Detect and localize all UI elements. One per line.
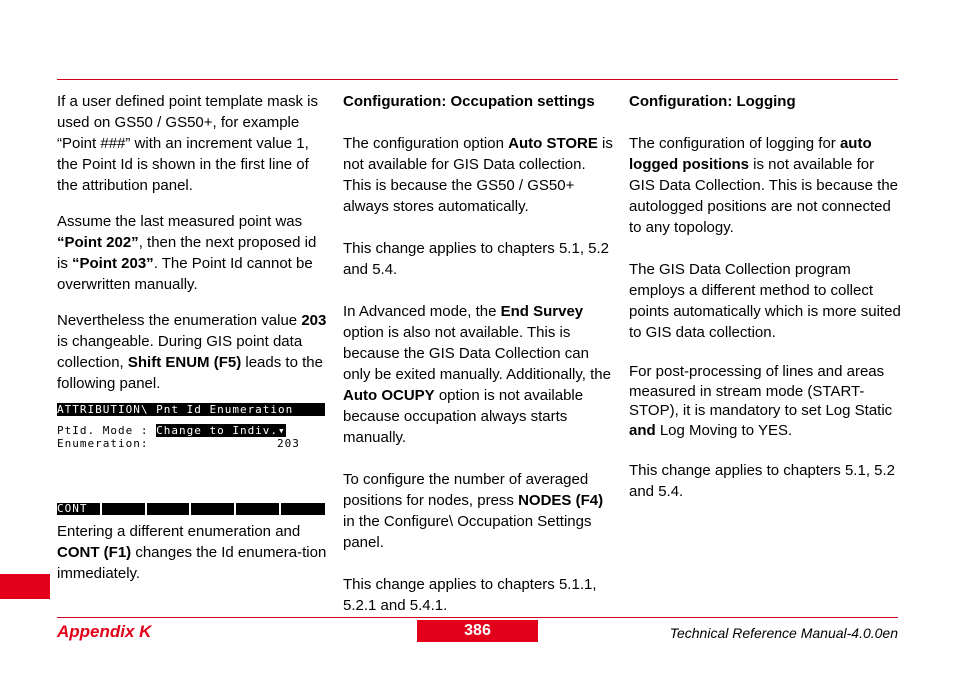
lcd-key-empty xyxy=(236,503,281,515)
page-number: 386 xyxy=(417,620,538,642)
paragraph-auto-logged xyxy=(629,133,901,238)
lcd-ptid-mode-label: PtId. Mode : xyxy=(57,424,157,437)
text-bold: “Point 202” xyxy=(57,234,139,251)
lcd-ptid-mode-select: Change to Indiv.▾ xyxy=(156,424,286,437)
footer-rule xyxy=(57,617,898,618)
lcd-key-empty xyxy=(191,503,236,515)
text-bold: Auto STORE xyxy=(508,135,598,152)
column-left xyxy=(57,91,329,584)
section-tab-marker xyxy=(0,574,50,599)
column-middle xyxy=(343,91,615,616)
paragraph-chapters: This change applies to chapters 5.1, 5.2 and 5.4. xyxy=(343,240,610,278)
text: leads to the following panel. xyxy=(57,354,323,392)
text: is changeable. During GIS point data collection, xyxy=(57,333,303,371)
text: in the Configure\ Occupation Settings panel. xyxy=(343,513,592,551)
text: The configuration option xyxy=(343,135,509,152)
paragraph-auto-store xyxy=(343,133,615,217)
text-bold: CONT (F1) xyxy=(57,544,132,561)
lcd-enumeration-label: Enumeration: xyxy=(57,437,149,450)
lcd-panel-screenshot xyxy=(57,403,325,515)
lcd-key-empty xyxy=(281,503,325,515)
text: For post-processing of lines and areas measured in stream mode (START-STOP), it is mandatory to set Log Static xyxy=(629,363,893,419)
text: , then the next proposed id is xyxy=(57,234,317,272)
paragraph-template-mask: If a user defined point template mask is used on GS50 / GS50+, for example “Point ###” with an increment value 1, the Point Id is shown in the first line of the attribution panel. xyxy=(57,93,318,194)
text-bold: and xyxy=(629,421,656,439)
lcd-key-cont: CONT xyxy=(57,503,102,515)
text: Assume the last measured point was xyxy=(57,213,303,230)
paragraph-cont xyxy=(57,521,329,584)
text: Nevertheless the enumeration value xyxy=(57,312,302,329)
paragraph-chapters: This change applies to chapters 5.1.1, 5.2.1 and 5.4.1. xyxy=(343,576,597,614)
footer-section-title: Appendix K xyxy=(57,622,152,641)
heading-occupation-settings xyxy=(343,91,615,112)
text: option is also not available. This is because the GIS Data Collection can only be exited manually. Additionally, the xyxy=(343,324,611,383)
text: option is not available because occupation always starts manually. xyxy=(343,387,584,446)
lcd-function-keys xyxy=(57,503,325,515)
heading-text: Configuration: Logging xyxy=(629,93,796,110)
lcd-title: ATTRIBUTION\ Pnt Id Enumeration xyxy=(57,403,325,416)
lcd-enumeration-value: 203 xyxy=(277,437,300,450)
lcd-key-empty xyxy=(147,503,191,515)
text: Entering a different enumeration and xyxy=(57,523,301,540)
text: In Advanced mode, the xyxy=(343,303,501,320)
text: is not available for GIS Data collection. This is because the GS50 / GS50+ always stores automatically. xyxy=(343,135,613,215)
paragraph-gis-method: The GIS Data Collection program employs a different method to collect points automatically which is more suited to GIS data collection. xyxy=(629,261,901,341)
paragraph-enumeration xyxy=(57,310,329,394)
text: is not available for GIS Data Collection. This is because the autologged positions are not connected to any topology. xyxy=(629,156,899,236)
paragraph-post-processing xyxy=(629,362,901,440)
text: changes the Id enumera-tion immediately. xyxy=(57,544,327,582)
heading-logging xyxy=(629,91,901,112)
text: The configuration of logging for xyxy=(629,135,840,152)
text: Log Moving to YES. xyxy=(655,421,793,439)
paragraph-chapters: This change applies to chapters 5.1, 5.2 and 5.4. xyxy=(629,462,896,500)
lcd-ptid-mode-row xyxy=(57,424,286,437)
header-rule xyxy=(57,79,898,80)
heading-text: Configuration: Occupation settings xyxy=(343,93,595,110)
column-right xyxy=(629,91,901,502)
text: To configure the number of averaged positions for nodes, press xyxy=(343,471,589,509)
text-bold: NODES (F4) xyxy=(518,492,604,509)
lcd-key-empty xyxy=(102,503,147,515)
paragraph-nodes xyxy=(343,469,615,553)
text-bold: auto logged positions xyxy=(629,135,872,173)
text: . The Point Id cannot be overwritten manually. xyxy=(57,255,313,293)
paragraph-advanced-mode xyxy=(343,301,615,448)
footer-manual-title: Technical Reference Manual-4.0.0en xyxy=(669,625,898,641)
text-bold: 203 xyxy=(301,312,327,329)
text-bold: Shift ENUM (F5) xyxy=(127,354,242,371)
paragraph-last-point xyxy=(57,211,329,295)
text-bold: Auto OCUPY xyxy=(343,387,435,404)
text-bold: End Survey xyxy=(500,303,584,320)
text-bold: “Point 203” xyxy=(72,255,154,272)
